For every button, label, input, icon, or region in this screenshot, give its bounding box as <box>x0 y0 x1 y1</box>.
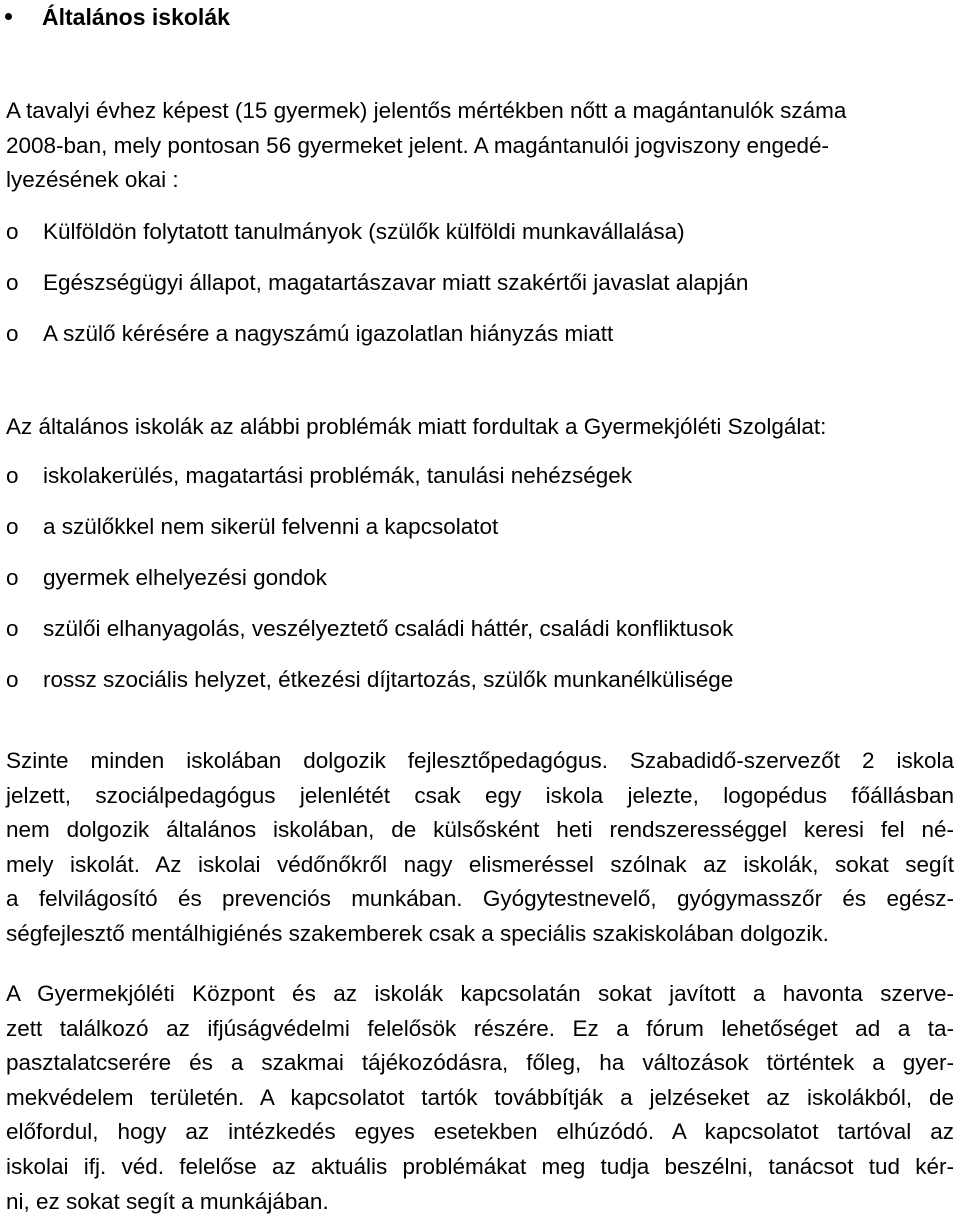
list-item-text: A szülő kérésére a nagyszámú igazolatlan hiányzás miatt <box>43 321 614 346</box>
paragraph-line: ségfejlesztő mentálhigiénés szakemberek csak a speciális szakiskolában dolgozik. <box>6 920 829 946</box>
list-item-text: rossz szociális helyzet, étkezési díjtartozás, szülők munkanélkülisége <box>43 667 734 692</box>
paragraph-line: ni, ez sokat segít a munkájában. <box>6 1188 329 1214</box>
section-heading-text: Általános iskolák <box>42 4 230 30</box>
list-item <box>6 268 954 319</box>
list-item-text: a szülőkkel nem sikerül felvenni a kapcsolatot <box>43 514 499 539</box>
list-item-text: Egészségügyi állapot, magatartászavar miatt szakértői javaslat alapján <box>43 270 749 295</box>
list-marker: o <box>6 616 19 641</box>
paragraph-line: pasztalatcserére és a szakmai tájékozódásra, főleg, ha változások történtek a gyer- <box>6 1050 954 1076</box>
list-marker: o <box>6 514 19 539</box>
paragraph-line: zett találkozó az ifjúságvédelmi felelősök részére. Ez a fórum lehetőséget ad a ta- <box>6 1015 954 1041</box>
list-item-text: iskolakerülés, magatartási problémák, tanulási nehézségek <box>43 463 633 488</box>
list-marker: o <box>6 321 19 346</box>
list-item <box>6 217 954 268</box>
paragraph-line: előfordul, hogy az intézkedés egyes esetekben elhúzódó. A kapcsolatot tartóval az <box>6 1119 954 1145</box>
list-marker: o <box>6 565 19 590</box>
list-item <box>6 512 954 563</box>
list-marker: o <box>6 463 19 488</box>
list-marker: o <box>6 667 19 692</box>
paragraph-line: a felvilágosító és prevenciós munkában. Gyógytestnevelő, gyógymasszőr és egész- <box>6 886 954 912</box>
paragraph-line: mely iskolát. Az iskolai védőnőkről nagy elismeréssel szólnak az iskolák, sokat segít <box>6 851 954 877</box>
paragraph-line: jelzett, szociálpedagógus jelenlétét csak egy iskola jelezte, logopédus főállásban <box>6 782 954 808</box>
paragraph-line: mekvédelem területén. A kapcsolatot tartók továbbítják a jelzéseket az iskolákból, de <box>6 1084 954 1110</box>
problems-list <box>6 461 954 716</box>
list-item <box>6 563 954 614</box>
paragraph-cooperation <box>6 977 954 1219</box>
list-marker: o <box>6 270 19 295</box>
paragraph-line: nem dolgozik általános iskolában, de külsősként heti rendszerességgel keresi fel né- <box>6 817 954 843</box>
reasons-list <box>6 217 954 370</box>
list-item <box>6 461 954 512</box>
paragraph-line: iskolai ifj. véd. felelőse az aktuális problémákat meg tudja beszélni, tanácsot tud kér- <box>6 1153 954 1179</box>
list-item-text: Külföldön folytatott tanulmányok (szülők külföldi munkavállalása) <box>43 219 685 244</box>
paragraph-line: lyezésének okai : <box>6 167 179 193</box>
paragraph-line: A Gyermekjóléti Központ és az iskolák kapcsolatán sokat javított a havonta szerve- <box>6 981 954 1006</box>
paragraph-staff <box>6 744 954 952</box>
list-item-text: gyermek elhelyezési gondok <box>43 565 327 590</box>
paragraph-line: Szinte minden iskolában dolgozik fejlesztőpedagógus. Szabadidő-szervezőt 2 iskola <box>6 748 954 773</box>
list-item <box>6 665 954 716</box>
paragraph-line: 2008-ban, mely pontosan 56 gyermeket jelent. A magántanulói jogviszony engedé- <box>6 132 830 158</box>
list-item <box>6 614 954 665</box>
list-item <box>6 319 954 370</box>
bullet-icon <box>5 13 12 20</box>
paragraph-line: A tavalyi évhez képest (15 gyermek) jelentős mértékben nőtt a magántanulók száma <box>6 98 847 123</box>
paragraph-private-students <box>6 94 954 198</box>
list-item-text: szülői elhanyagolás, veszélyeztető családi háttér, családi konfliktusok <box>43 616 734 641</box>
paragraph-problems-intro: Az általános iskolák az alábbi problémák miatt fordultak a Gyermekjóléti Szolgálat: <box>6 414 827 439</box>
list-marker: o <box>6 219 19 244</box>
